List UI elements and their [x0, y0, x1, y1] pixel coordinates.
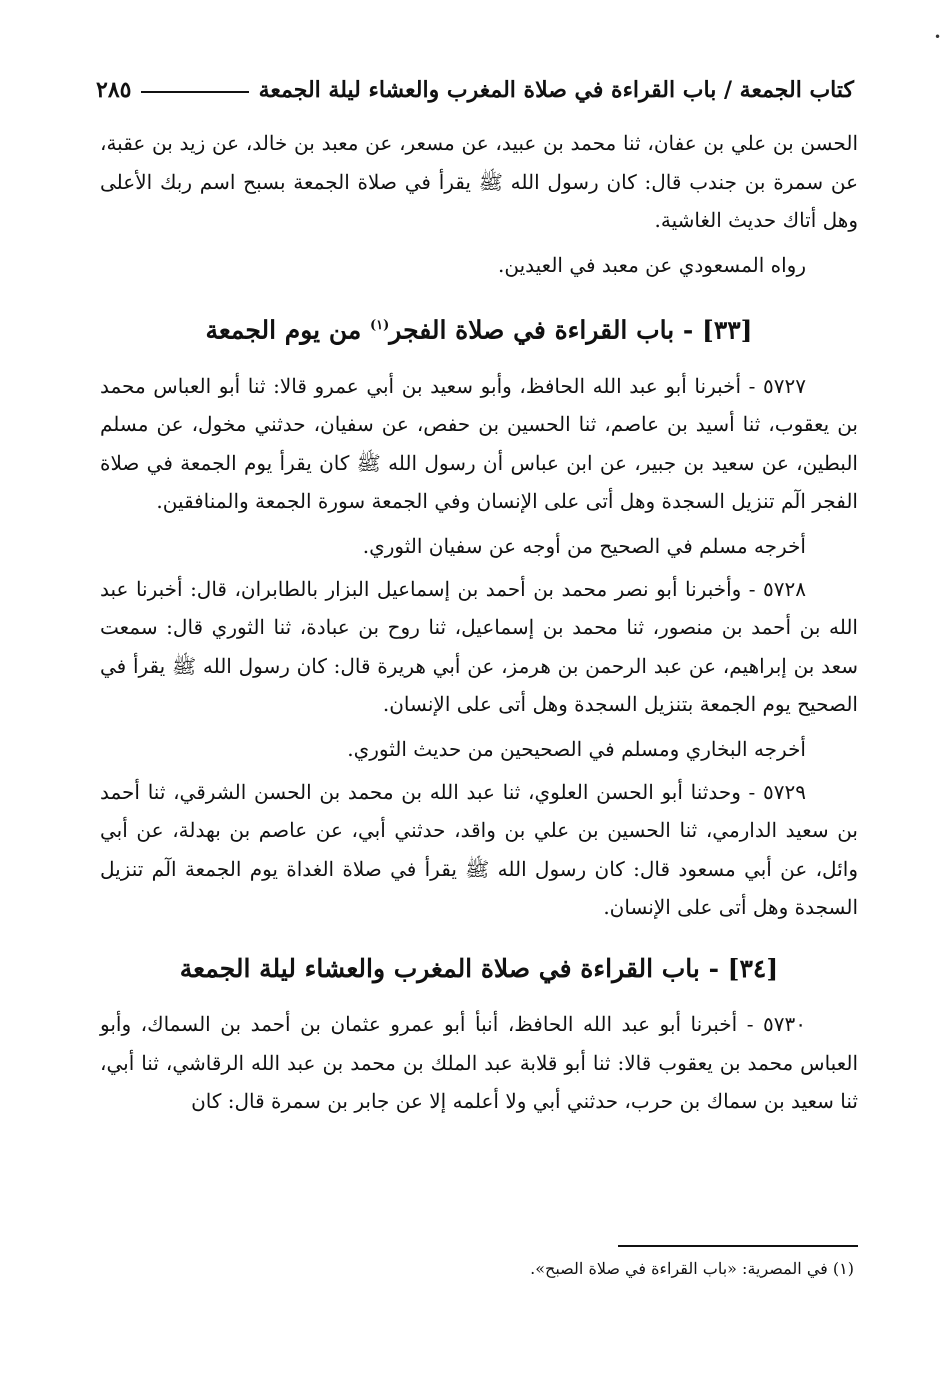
narration-note: رواه المسعودي عن معبد في العيدين. [498, 252, 806, 277]
corner-mark: • [934, 30, 942, 44]
footnote-rule [618, 1245, 858, 1247]
chapter-heading-33-tail: من يوم الجمعة [205, 315, 362, 345]
chapter-heading-33 [100, 306, 858, 350]
page-body [100, 124, 858, 1121]
hadith-5727: ٥٧٢٧ - أخبرنا أبو عبد الله الحافظ، وأبو سعيد بن أبي عمرو قالا: ثنا أبو العباس محمد بن يعقوب، ثنا أسيد بن عاصم، ثنا الحسين بن حفص، عن سفيان، حدثني مخول، عن مسلم البطين، عن سعيد بن جبير، عن ابن عباس أن رسول الله ﷺ كان يقرأ يوم الجمعة في صلاة الفجر الٓم تنزيل السجدة وهل أتى على الإنسان وفي الجمعة سورة الجمعة والمنافقين. [100, 373, 858, 514]
footnote-ref: (١) [370, 318, 390, 334]
page-number: ٢٨٥ [96, 77, 132, 103]
chapter-heading-34: [٣٤] - باب القراءة في صلاة المغرب والعشاء ليلة الجمعة [179, 954, 779, 984]
footnote: (١) في المصرية: «باب القراءة في صلاة الصبح». [530, 1259, 854, 1278]
page-header [96, 70, 854, 110]
running-title: كتاب الجمعة / باب القراءة في صلاة المغرب والعشاء ليلة الجمعة [258, 77, 854, 103]
header-rule [141, 91, 248, 93]
takhrij-note: أخرجه مسلم في الصحيح من أوجه عن سفيان الثوري. [362, 534, 806, 559]
paragraph-continuation: الحسن بن علي بن عفان، ثنا محمد بن عبيد، عن مسعر، عن معبد بن خالد، عن زيد بن عقبة، عن سمرة بن جندب قال: كان رسول الله ﷺ يقرأ في صلاة الجمعة بسبح اسم ربك الأعلى وهل أتاك حديث الغاشية. [100, 131, 858, 233]
hadith-5730: ٥٧٣٠ - أخبرنا أبو عبد الله الحافظ، أنبأ أبو عمرو عثمان بن أحمد بن السماك، وأبو العباس محمد بن يعقوب قالا: ثنا أبو قلابة عبد الملك بن محمد بن عبد الله الرقاشي، ثنا أبي، ثنا سعيد بن سماك بن حرب، حدثني أبي ولا أعلمه إلا عن جابر بن سمرة قال: كان [100, 1012, 858, 1114]
hadith-5729: ٥٧٢٩ - وحدثنا أبو الحسن العلوي، ثنا عبد الله بن محمد بن الحسن الشرقي، ثنا أحمد بن سعيد الدارمي، ثنا الحسين بن علي بن واقد، حدثني أبي، عن عاصم بن بهدلة، عن أبي وائل، عن أبي مسعود قال: كان رسول الله ﷺ يقرأ في صلاة الغداة يوم الجمعة الٓم تنزيل السجدة وهل أتى على الإنسان. [100, 779, 858, 920]
takhrij-note: أخرجه البخاري ومسلم في الصحيحين من حديث الثوري. [347, 737, 806, 762]
chapter-heading-33-title: [٣٣] - باب القراءة في صلاة الفجر [389, 315, 753, 345]
hadith-5728: ٥٧٢٨ - وأخبرنا أبو نصر محمد بن أحمد بن إسماعيل البزار بالطابران، قال: أخبرنا عبد الله بن أحمد بن منصور، ثنا محمد بن إسماعيل، ثنا روح بن عبادة، ثنا الثوري قال: سمعت سعد بن إبراهيم، عن عبد الرحمن بن هرمز، عن أبي هريرة قال: كان رسول الله ﷺ يقرأ في الصحيح يوم الجمعة بتنزيل السجدة وهل أتى على الإنسان. [100, 576, 858, 717]
